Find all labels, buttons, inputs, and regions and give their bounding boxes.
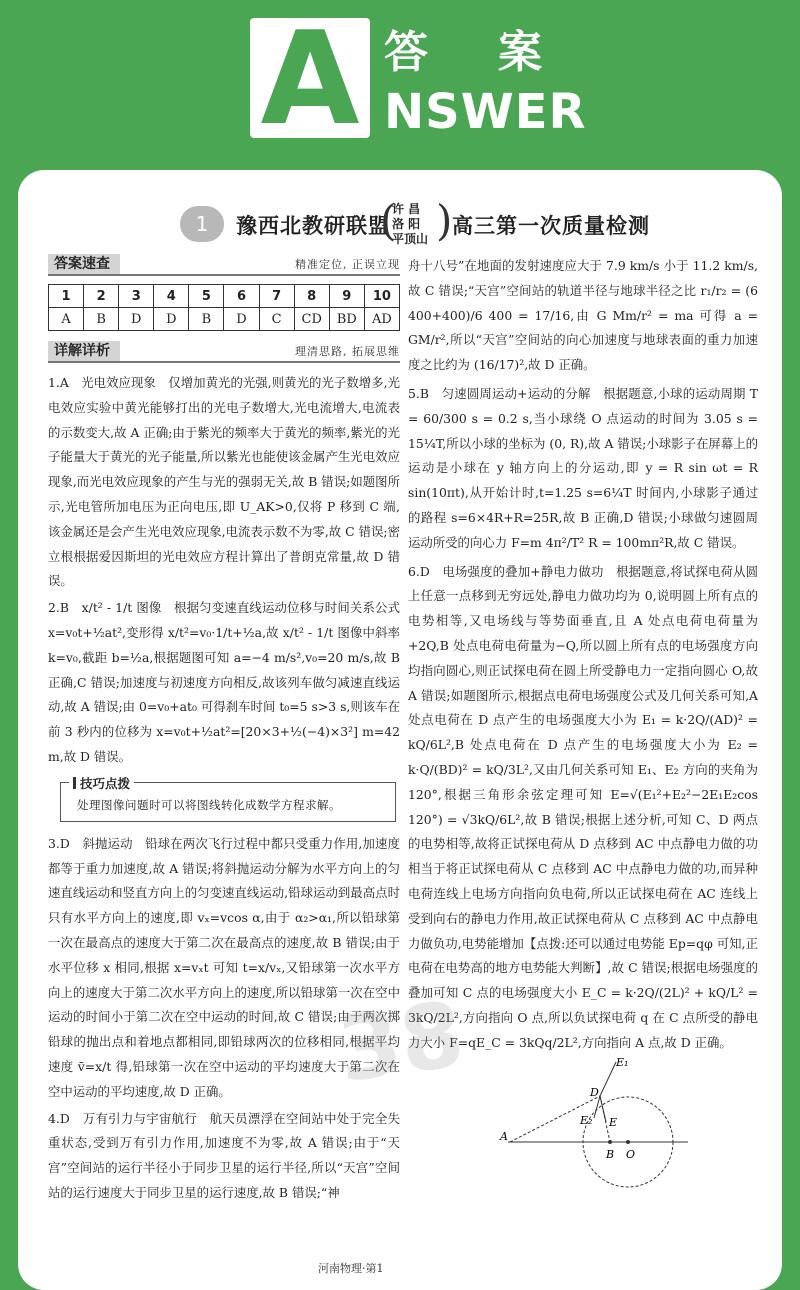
solution-q5: 5.B 匀速圆周运动+运动的分解 根据题意,小球的运动周期 T = 60/300 s = 0.2 s,当小球绕 O 点运动的时间为 3.05 s = 15¼T,所以小球的坐标为 (0, R),故 A 错误;小球影子在屏幕上的运动是小球在 y 轴方向上的分运动,即 y = R sin ωt = R sin(10πt),从开始计时,t=1.25 s=6¼T 时间内,小球影子通过的路程 s=6×4R+R=25R,故 B 正确,D 错误;小球做匀速圆周运动所受的向心力 F=m 4π²/T² R = 100mπ²R,故 C 错误。 [408,385,758,550]
detail-note: 理清思路, 拓展思维 [295,345,400,358]
figure-point-o [626,1140,630,1144]
answer-title-en: NSWER [384,84,587,140]
exam-name: 高三第一次质量检测 [452,214,650,238]
tip-box [60,775,396,822]
answer-number-cell: 6 [224,285,259,308]
answer-value-cell: BD [329,308,364,331]
answer-value-cell: D [154,308,189,331]
figure-label-d: D [590,1085,599,1099]
answer-number-cell: 7 [259,285,294,308]
answer-number-cell: 10 [364,285,399,308]
page-footer: 河南物理·第1 [318,1262,384,1275]
figure-vector-e [600,1096,606,1122]
answer-table-answers [49,308,400,331]
answer-value-cell: D [119,308,154,331]
answer-card [18,170,782,1290]
answer-value-cell: A [49,308,84,331]
city-brace [380,196,453,248]
answer-header [0,0,800,168]
figure-label-e: E [609,1115,618,1129]
answer-number-cell: 2 [84,285,119,308]
solution-q4-continued: 舟十八号”在地面的发射速度应大于 7.9 km/s 小于 11.2 km/s,故 C 错误;“天宫”空间站的轨道半径与地球半径之比 r₁/r₂ = (6 400+400)/6 400 = 17/16,由 G Mm/r² = ma 可得 a = GM/r²,所以“天宫”空间站的向心加速度与地球表面的重力加速度之比约为 (16/17)²,故 D 正确。 [408,258,758,373]
solution-q1: 1.A 光电效应现象 仅增加黄光的光强,则黄光的光子数增多,光电效应实验中黄光能够打出的光电子数增大,光电流增大,电流表的示数变大,故 A 正确;由于紫光的频率大于黄光的频率,紫光的光子能量大于黄光的光子能量,所以紫光也能使该金属产生光电效应现象,而光电效应现象的产生与光的强弱无关,故 B 错误;如题图所示,光电管所加电压为正向电压,即 U_AK>0,仅将 P 移到 C 端,该金属还是会产生光电效应现象,电流表示数不为零,故 C 错误;密立根根据爱因斯坦的光电效应方程计算出了普朗克常量,故 D 错误。 [48,375,400,589]
detail-label: 详解详析 [48,341,120,361]
figure-label-e1: E₁ [616,1055,629,1069]
electric-field-figure [498,1056,698,1166]
quick-check-note: 精准定位, 正误立现 [295,258,400,271]
quick-check-bar [48,254,400,276]
answer-title-cn [384,16,544,80]
figure-point-b [608,1140,612,1144]
figure-label-a: A [500,1129,508,1143]
left-paren: ( [380,196,397,245]
left-column [48,254,400,1206]
right-column [408,254,758,1166]
answer-value-cell: D [224,308,259,331]
tip-text: 处理图像问题时可以将图线转化成数学方程求解。 [77,797,341,812]
answer-number-cell: 4 [154,285,189,308]
watermark: 38 [331,981,470,1104]
answer-value-cell: B [84,308,119,331]
answer-value-cell: CD [294,308,329,331]
answer-logo-box [250,5,370,154]
answer-title-cn-1: 答 [384,27,430,78]
quick-check-label: 答案速查 [48,254,120,274]
answer-number-cell: 9 [329,285,364,308]
exam-title-row [18,196,782,248]
answer-number-cell: 8 [294,285,329,308]
answer-title-cn-2: 案 [498,27,544,78]
answer-number-cell: 5 [189,285,224,308]
solution-q6: 6.D 电场强度的叠加+静电力做功 根据题意,将试探电荷从圆上任意一点移到无穷远处,静电力做功均为 0,说明圆上所有点的电势相等,又电场线与等势面垂直,且 A 处点电荷电荷量为+2Q,B 处点电荷电荷量为−Q,所以圆上所有点的电场强度方向均指向圆心,则正试探电荷在圆上所受静电力一定指向圆心 O,故 A 错误;如题图所示,根据点电荷电场强度公式及几何关系可知,A 处点电荷在 D 点产生的电场强度大小为 E₁ = k·2Q/(AD)² = kQ/6L²,B 处点电荷在 D 点产生的电场强度大小为 E₂ = k·Q/(BD)² = kQ/3L²,又由几何关系可知 E₁、E₂ 方向的夹角为 120°,根据三角形余弦定理可知 E=√(E₁²+E₂²−2E₁E₂cos 120°) = √3kQ/6L²,故 B 错误;根据上述分析,可知 C、D 两点的电势相等,故将正试探电荷从 D 点移到 AC 中点静电力做的功相当于将正试探电荷从 C 点移到 AC 中点静电力做的功,而异种电荷连线上电场方向指向负电荷,所以正试探电荷在 AC 连线上受到向右的静电力作用,故正试探电荷从 C 点移到 AC 中点静电力做负功,电势能增加【点拨:还可以通过电势能 Ep=qφ 可知,正电荷在电势高的地方电势能大判断】,故 C 错误;根据电场强度的叠加可知 C 点的电场强度大小 E_C = k·2Q/(2L)² + kQ/L² = 3kQ/2L²,方向指向 O 点,所以负试探电荷 q 在 C 点所受的静电力大小 F=qE_C = 3kQq/2L²,方向指向 A 点,故 D 正确。 [408,563,758,1050]
solution-q4: 4.D 万有引力与宇宙航行 航天员漂浮在空间站中处于完全失重状态,受到万有引力作用,加速度不为零,故 A 错误;由于“天宫”空间站的运行半径小于同步卫星的运行半径,所以“天宫”空间站的运行速度大于同步卫星的运行速度,故 B 错误;“神 [48,1110,400,1200]
answer-value-cell: C [259,308,294,331]
answer-table-header [49,285,400,308]
solution-q2: 2.B x/t² - 1/t 图像 根据匀变速直线运动位移与时间关系公式 x=v₀t+½at²,变形得 x/t²=v₀·1/t+½a,故 x/t² - 1/t 图像中斜率 k=v₀,截距 b=½a,根据题图可知 a=−4 m/s²,v₀=20 m/s,故 B 正确,C 错误;加速度与初速度方向相反,故该列车做匀减速直线运动,故 A 错误;由 0=v₀+at₀ 可得刹车时间 t₀=5 s>3 s,则该车在前 3 秒内的位移为 x=v₀t+½at²=[20×3+½(−4)×3²] m=42 m,故 D 错误。 [48,600,400,764]
detail-bar [48,341,400,363]
figure-label-e2: E₂ [580,1113,593,1127]
figure-label-o: O [626,1147,636,1161]
tip-label: 技巧点拨 [69,774,134,792]
answer-value-cell: AD [364,308,399,331]
city-list: 许 昌 洛 阳 平顶山 [392,202,429,246]
figure-vector-e1 [600,1062,616,1096]
answer-value-cell: B [189,308,224,331]
answer-number-cell: 1 [49,285,84,308]
answer-table [48,284,400,331]
solution-q3: 3.D 斜抛运动 铅球在两次飞行过程中都只受重力作用,加速度都等于重力加速度,故 A 错误;将斜抛运动分解为水平方向上的匀速直线运动和竖直方向上的匀变速直线运动,铅球运动到最高点时只有水平方向上的速度,即 vₓ=vcos α,由于 α₂>α₁,所以铅球第一次在最高点的速度大于第二次在最高点的速度,故 B 错误;由于水平位移 x 相同,根据 x=vₓt 可知 t=x/vₓ,又铅球第一次水平方向上的速度大于第二次水平方向上的速度,所以铅球第一次在空中运动的时间小于第二次在空中运动的时间,故 C 错误;由于两次掷铅球的抛出点和着地点都相同,即铅球两次的位移相同,根据平均速度 v̄=x/t 得,铅球第一次在空中运动的平均速度大于第二次在空中运动的平均速度,故 D 正确。 [48,835,400,1099]
exam-organization: 豫西北教研联盟 [236,214,390,238]
exam-number-badge: 1 [180,206,224,242]
answer-logo-letter: A [260,5,360,154]
figure-label-b: B [606,1147,615,1161]
answer-number-cell: 3 [119,285,154,308]
right-paren: ) [436,196,453,245]
